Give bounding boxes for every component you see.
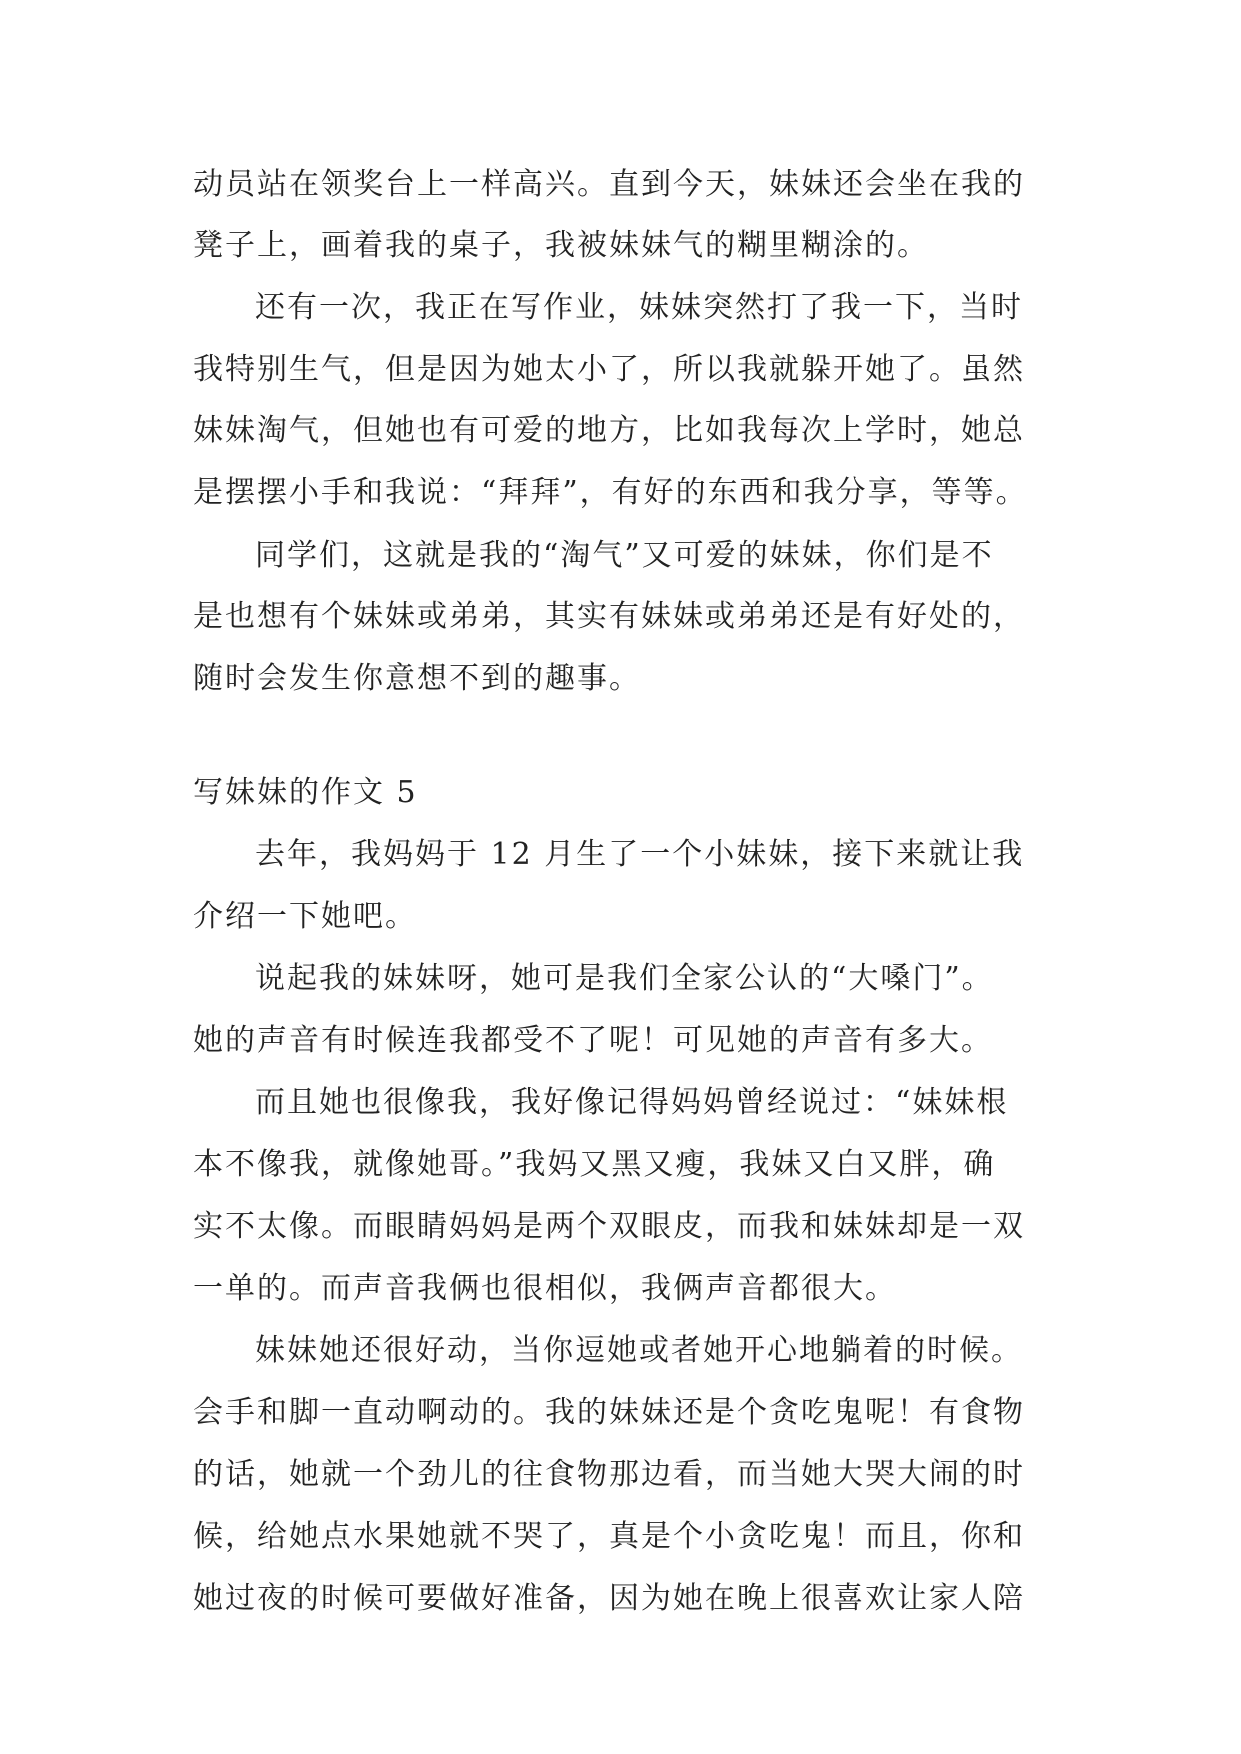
text-line: 是也想有个妹妹或弟弟，其实有妹妹或弟弟还是有好处的，	[193, 599, 1025, 634]
text-line: 去年，我妈妈于 12 月生了一个小妹妹，接下来就让我	[255, 837, 1025, 872]
section-heading: 写妹妹的作文 5	[193, 775, 418, 810]
text-line: 的话，她就一个劲儿的往食物那边看，而当她大哭大闹的时	[193, 1457, 1025, 1492]
text-line: 她过夜的时候可要做好准备，因为她在晚上很喜欢让家人陪	[193, 1581, 1025, 1616]
text-line: 凳子上，画着我的桌子，我被妹妹气的糊里糊涂的。	[193, 228, 929, 263]
text-line: 她的声音有时候连我都受不了呢！可见她的声音有多大。	[193, 1023, 993, 1058]
text-line: 还有一次，我正在写作业，妹妹突然打了我一下，当时	[255, 290, 1023, 325]
text-line: 同学们，这就是我的“淘气”又可爱的妹妹，你们是不	[255, 538, 994, 573]
text-line: 我特别生气，但是因为她太小了，所以我就躲开她了。虽然	[193, 352, 1025, 387]
text-line: 随时会发生你意想不到的趣事。	[193, 661, 641, 696]
text-line: 实不太像。而眼睛妈妈是两个双眼皮，而我和妹妹却是一双	[193, 1209, 1025, 1244]
text-line: 候，给她点水果她就不哭了，真是个小贪吃鬼！而且，你和	[193, 1519, 1025, 1554]
text-line: 动员站在领奖台上一样高兴。直到今天，妹妹还会坐在我的	[193, 167, 1025, 202]
text-line: 说起我的妹妹呀，她可是我们全家公认的“大嗓门”。	[255, 961, 994, 996]
text-line: 本不像我，就像她哥。”我妈又黑又瘦，我妹又白又胖，确	[193, 1147, 996, 1182]
text-line: 是摆摆小手和我说：“拜拜”，有好的东西和我分享，等等。	[193, 475, 1028, 510]
text-line: 妹妹淘气，但她也有可爱的地方，比如我每次上学时，她总	[193, 413, 1025, 448]
text-line: 一单的。而声音我俩也很相似，我俩声音都很大。	[193, 1271, 897, 1306]
text-line: 介绍一下她吧。	[193, 899, 417, 934]
text-line: 会手和脚一直动啊动的。我的妹妹还是个贪吃鬼呢！有食物	[193, 1395, 1025, 1430]
text-line: 妹妹她还很好动，当你逗她或者她开心地躺着的时候。	[255, 1333, 1023, 1368]
text-line: 而且她也很像我，我好像记得妈妈曾经说过：“妹妹根	[255, 1085, 1009, 1120]
